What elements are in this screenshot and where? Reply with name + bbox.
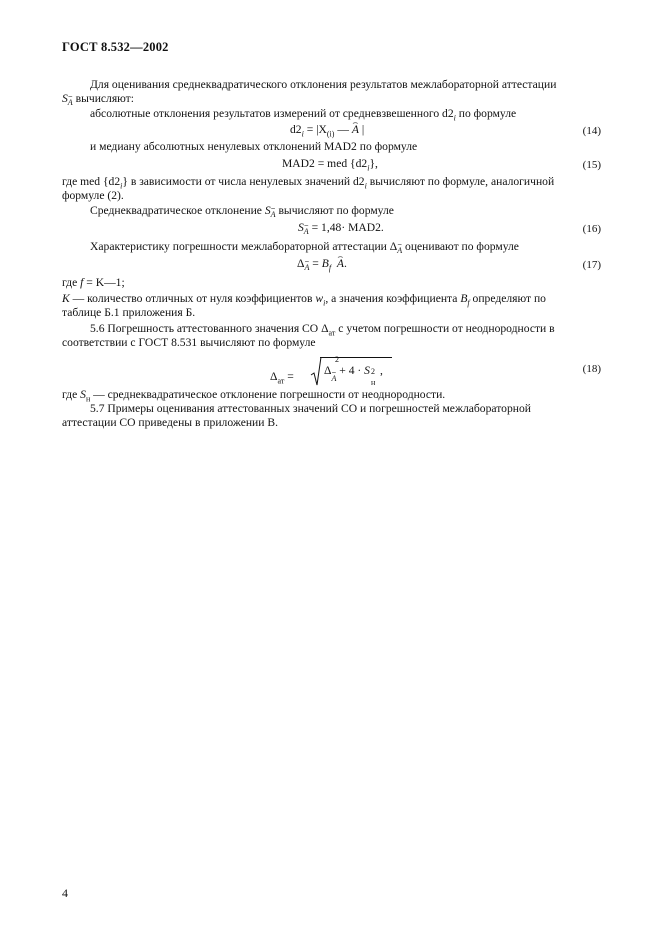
text-span: d2 (290, 123, 302, 136)
text-span: , а значения коэффициента (325, 292, 458, 305)
paragraph-K-def-cont (62, 306, 195, 320)
text-span: — среднеквадратическое отклонение погрешности от неоднородности. (93, 388, 446, 401)
paragraph-5-6-cont (62, 336, 316, 350)
formula-17: $\Delta_A = B_f$ ⌢ A. (297, 257, 347, 271)
sqrt-bar (320, 357, 392, 358)
text-span: где med {d2 (62, 175, 121, 188)
var-S: S (62, 92, 68, 105)
text-span: где (62, 276, 78, 289)
text-span: = (312, 257, 319, 270)
var-K: K (62, 292, 70, 305)
var-f: f (80, 276, 84, 289)
formula-15: MAD2 = med $\{d2_i\}$, (282, 157, 378, 173)
text-span: Характеристику погрешности межлабораторной аттестации (90, 240, 387, 253)
paragraph-med-note: где med $\{d2_i\}$ в зависимости от числа ненулевых значений $d2_i$ вычисляют по формуле, аналогичной (62, 175, 555, 191)
text-span: Δ (324, 364, 332, 377)
var-S: S (80, 388, 86, 401)
text-span: 5.7 Примеры оценивания аттестованных значений СО и погрешностей межлабораторной (90, 402, 531, 415)
text-span: и медиану абсолютных ненулевых отклонений MAD2 по формуле (90, 140, 418, 153)
equation-number-18: (18) (582, 363, 601, 375)
formula-18-rhs: $\Delta_A$ 2 + 4 · S 2 н , (324, 355, 383, 387)
text-span: определяют по (472, 292, 546, 305)
text-span: MAD2 = med {d2 (282, 157, 368, 170)
sub-text: ат (277, 376, 285, 386)
text-span: , (379, 364, 383, 377)
formula-18-lhs (270, 370, 294, 384)
paragraph-5-6 (90, 322, 555, 336)
equation-number-14: (14) (582, 125, 601, 137)
text-span: 5.6 Погрешность аттестованного значения СО Δ (90, 322, 329, 335)
equation-number-16: (16) (582, 223, 601, 235)
text-span: + 4 · (339, 364, 362, 377)
text-span: Δ (297, 257, 305, 270)
text-span: — количество отличных от нуля коэффициентов (72, 292, 313, 305)
sub-f: f (328, 263, 332, 273)
paragraph-std-dev: Среднеквадратическое отклонение $S_A$ вычисляют по формуле (90, 204, 394, 220)
text-span: вычисляют по формуле (278, 204, 394, 217)
paragraph-5-7-cont (62, 416, 278, 430)
text-span: с учетом погрешности от неоднородности в (338, 322, 555, 335)
text-span: где (62, 388, 78, 401)
document-header: ГОСТ 8.532—2002 (62, 40, 169, 54)
var-S: S (364, 364, 370, 377)
text-span: по формуле (458, 107, 517, 120)
paragraph-median (90, 140, 417, 154)
sub-i: i (453, 113, 456, 123)
formula-16: $S_A = 1,48\cdot MAD2$. (298, 221, 384, 237)
sub-text: н (85, 394, 91, 404)
var-B: B (321, 257, 329, 270)
text-span: вычисляют по формуле, аналогичной (369, 175, 555, 188)
paragraph-error-char: Характеристику погрешности межлабораторной аттестации $\Delta_A$ оценивают по формуле (90, 240, 519, 256)
text-span: | (361, 123, 365, 136)
paragraph-K-def: K — количество отличных от нуля коэффициентов $w_i$, а значения коэффициента $B_f$ определяют по (62, 292, 546, 308)
text-span: Для оценивания среднеквадратического отклонения результатов межлабораторной аттестации (90, 78, 557, 91)
var-A-hat: ⌢ A (352, 123, 359, 137)
paragraph-5-7 (90, 402, 531, 416)
text-span: соответствии с ГОСТ 8.531 вычисляют по формуле (62, 336, 316, 349)
paragraph-abs-dev (90, 107, 516, 121)
var-w: w (315, 292, 324, 305)
text-span: вычисляют: (75, 92, 134, 105)
formula-14: $d2_i = |X_{(i)}$ — ⌢ A | (290, 123, 364, 137)
sqrt-sign-icon (310, 357, 322, 387)
text-span: оценивают по формуле (405, 240, 519, 253)
text-span: аттестации СО приведены в приложении В. (62, 416, 278, 429)
text-span: Δ (270, 370, 278, 383)
paragraph-med-note-cont (62, 189, 124, 203)
page-number: 4 (62, 886, 68, 900)
text-span: абсолютные отклонения результатов измерений от средневзвешенного d2 (90, 107, 454, 120)
text-span: = 1,48· MAD2. (311, 221, 384, 234)
paragraph-where-Sn (62, 388, 445, 402)
text-span: = |X (306, 123, 327, 136)
sub-text: ат (328, 328, 336, 338)
paragraph-intro (90, 78, 556, 92)
text-span: }, (369, 157, 378, 170)
text-span: } в зависимости от числа ненулевых значений d2 (122, 175, 365, 188)
paragraph-where-f (62, 276, 125, 290)
var-S: S (298, 221, 304, 234)
text-span: — (337, 123, 349, 136)
text-span: = K—1; (86, 276, 125, 289)
text-span: = (287, 370, 294, 383)
sub-text: (i) (326, 129, 335, 139)
equation-number-15: (15) (582, 159, 601, 171)
text-span: Среднеквадратическое отклонение (90, 204, 262, 217)
equation-number-17: (17) (582, 259, 601, 271)
text-span: . (343, 257, 347, 270)
var-B: B (460, 292, 468, 305)
var-A-hat: ⌢ A (337, 257, 344, 271)
text-span: формуле (2). (62, 189, 124, 202)
text-span: таблице Б.1 приложения Б. (62, 306, 196, 319)
paragraph-intro-cont: $S_A$ вычисляют: (62, 92, 134, 108)
